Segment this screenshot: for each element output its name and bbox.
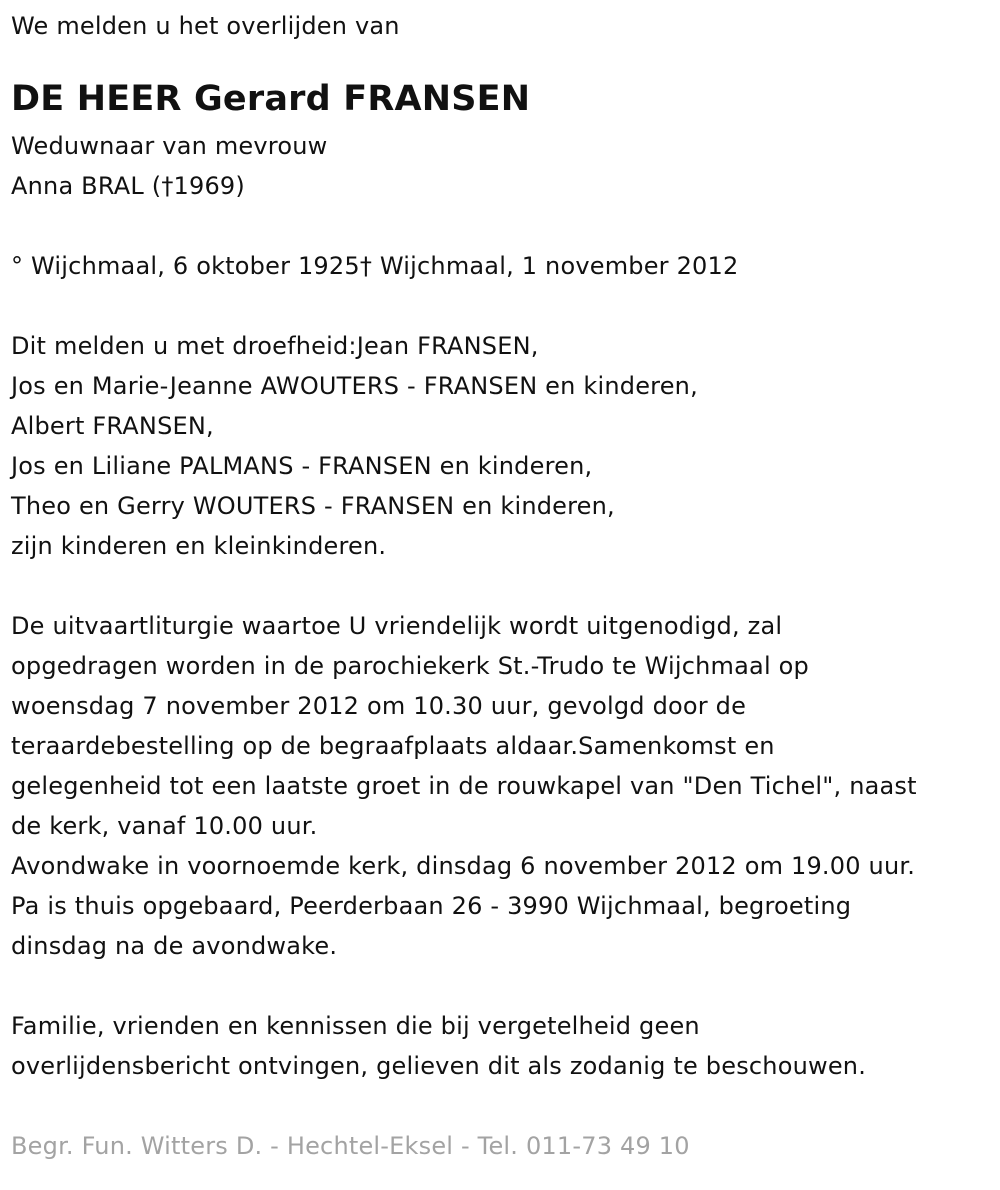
spouse-line-1: Weduwnaar van mevrouw (11, 132, 328, 160)
spacer (11, 966, 996, 1006)
deceased-name: DE HEER Gerard FRANSEN (11, 79, 531, 119)
closing-line: overlijdensbericht ontvingen, gelieven dit als zodanig te beschouwen. (11, 1052, 867, 1080)
ceremony-line: woensdag 7 november 2012 om 10.30 uur, gevolgd door de (11, 692, 747, 720)
ceremony-line: gelegenheid tot een laatste groet in de rouwkapel van "Den Tichel", naast (11, 772, 917, 800)
ceremony-line: de kerk, vanaf 10.00 uur. (11, 812, 318, 840)
birth-death-line: ° Wijchmaal, 6 oktober 1925† Wijchmaal, 1 november 2012 (11, 252, 739, 280)
closing-line: Familie, vrienden en kennissen die bij vergetelheid geen (11, 1012, 700, 1040)
mourner-line: Jos en Marie-Jeanne AWOUTERS - FRANSEN en kinderen, (11, 372, 698, 400)
funeral-home-contact: Begr. Fun. Witters D. - Hechtel-Eksel - Tel. 011-73 49 10 (11, 1132, 690, 1160)
spacer (11, 1086, 996, 1126)
ceremony-line: Pa is thuis opgebaard, Peerderbaan 26 - 3990 Wijchmaal, begroeting (11, 892, 852, 920)
mourners-list (11, 326, 996, 566)
ceremony-line: dinsdag na de avondwake. (11, 932, 338, 960)
closing-text (11, 1006, 996, 1086)
ceremony-details (11, 606, 996, 966)
ceremony-line: teraardebestelling op de begraafplaats aldaar.Samenkomst en (11, 732, 775, 760)
death-notice (11, 6, 996, 1166)
mourner-line: Theo en Gerry WOUTERS - FRANSEN en kinderen, (11, 492, 615, 520)
mourner-line: Dit melden u met droefheid:Jean FRANSEN, (11, 332, 539, 360)
spacer (11, 286, 996, 326)
spouse-line-2: Anna BRAL (†1969) (11, 172, 245, 200)
ceremony-line: De uitvaartliturgie waartoe U vriendelijk wordt uitgenodigd, zal (11, 612, 783, 640)
mourner-line: Albert FRANSEN, (11, 412, 214, 440)
ceremony-line: Avondwake in voornoemde kerk, dinsdag 6 november 2012 om 19.00 uur. (11, 852, 916, 880)
spacer (11, 566, 996, 606)
mourner-line: zijn kinderen en kleinkinderen. (11, 532, 387, 560)
mourner-line: Jos en Liliane PALMANS - FRANSEN en kinderen, (11, 452, 593, 480)
ceremony-line: opgedragen worden in de parochiekerk St.-Trudo te Wijchmaal op (11, 652, 809, 680)
spacer (11, 206, 996, 246)
intro-text: We melden u het overlijden van (11, 12, 400, 40)
